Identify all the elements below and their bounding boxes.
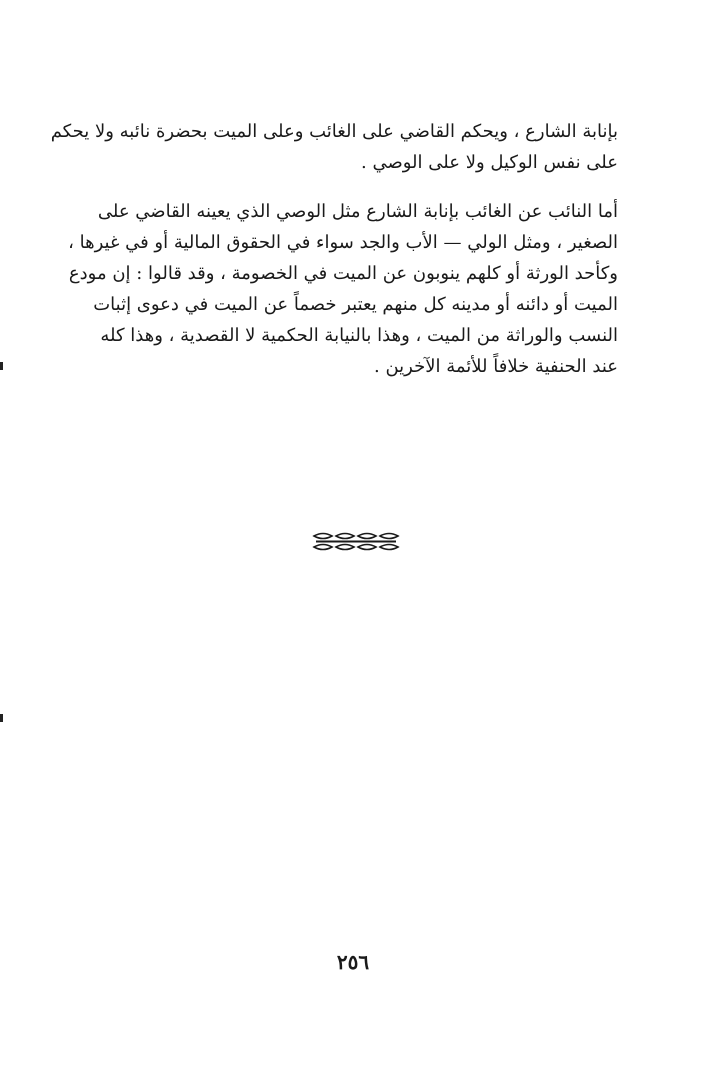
paragraph-1 — [50, 116, 618, 178]
text-line: وكأحد الورثة أو كلهم ينوبون عن الميت في الخصومة ، وقد قالوا : إن مودع — [68, 263, 618, 284]
text-line: الصغير ، ومثل الولي — الأب والجد سواء في الحقوق المالية أو في غيرها ، — [68, 232, 618, 253]
text-line: على نفس الوكيل ولا على الوصي . — [361, 152, 618, 173]
text-line: أما النائب عن الغائب بإنابة الشارع مثل الوصي الذي يعينه القاضي على — [97, 201, 618, 222]
text-line: الميت أو دائنه أو مدينه كل منهم يعتبر خصماً عن الميت في دعوى إثبات — [93, 294, 618, 315]
text-line: النسب والوراثة من الميت ، وهذا بالنيابة الحكمية لا القصدية ، وهذا كله — [100, 325, 618, 346]
decorative-divider-icon — [312, 530, 400, 554]
text-line: بإنابة الشارع ، ويحكم القاضي على الغائب وعلى الميت بحضرة نائبه ولا يحكم — [50, 121, 618, 142]
scan-artifact — [0, 714, 3, 722]
scan-artifact — [0, 362, 3, 370]
text-line: عند الحنفية خلافاً للأئمة الآخرين . — [374, 356, 618, 377]
paragraph-2 — [68, 196, 618, 382]
page-number: ٢٥٦ — [336, 950, 370, 974]
